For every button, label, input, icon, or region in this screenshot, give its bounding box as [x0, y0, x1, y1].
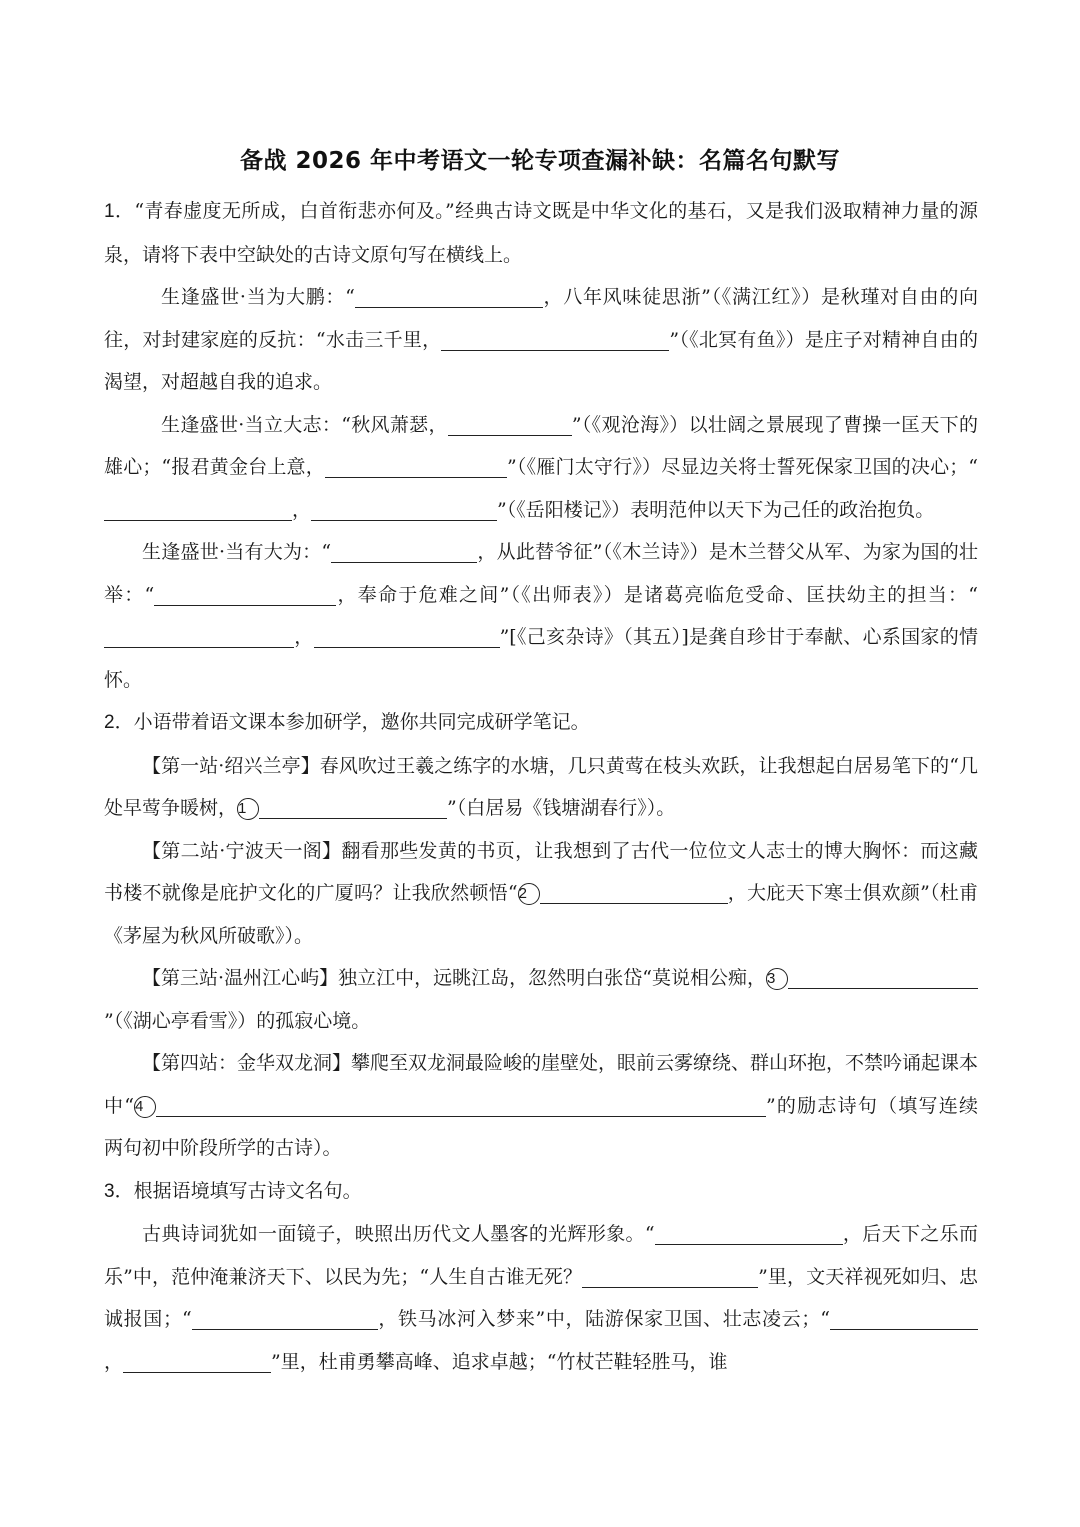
answer-blank[interactable] — [104, 623, 294, 648]
answer-blank[interactable] — [156, 1092, 766, 1117]
circled-number-1: 1 — [237, 798, 259, 820]
answer-blank[interactable] — [441, 326, 669, 351]
answer-blank[interactable] — [448, 411, 572, 436]
answer-blank[interactable] — [540, 879, 728, 904]
question-2-station-4: 【第四站：金华双龙洞】攀爬至双龙洞最险峻的崖壁处，眼前云雾缭绕、群山环抱，不禁吟诵起课本中“4 ”的励志诗句（填写连续两句初中阶段所学的古诗）。 — [104, 1052, 979, 1159]
question-2-intro: 2．小语带着语文课本参加研学，邀你共同完成研学笔记。 — [104, 711, 590, 733]
circled-number-3: 3 — [766, 968, 788, 990]
circled-number-4: 4 — [134, 1096, 156, 1118]
question-3-paragraph: 古典诗词犹如一面镜子，映照出历代文人墨客的光辉形象。“ ，后天下之乐而乐”中，范仲淹兼济天下、以民为先；“人生自古谁无死？ ”里，文天祥视死如归、忠诚报国；“ ，铁马冰河入梦来”中，陆游保家卫国、壮志凌云；“， ”里，杜甫勇攀高峰、追求卓越；“竹杖芒鞋轻胜马，谁 — [104, 1213, 978, 1383]
question-1-intro: 1．“青春虚度无所成，白首衔悲亦何及。”经典古诗文既是中华文化的基石，又是我们汲取精神力量的源泉，请将下表中空缺处的古诗文原句写在横线上。 — [104, 200, 978, 266]
answer-blank[interactable] — [331, 538, 477, 563]
question-1-paragraph-b: 生逢盛世·当立大志：“秋风萧瑟， ”（《观沧海》）以壮阔之景展现了曹操一匡天下的雄心；“报君黄金台上意， ”（《雁门太守行》）尽显边关将士誓死保家卫国的决心；“， ”（《岳阳楼记》）表明范仲以天下为己任的政治抱负。 — [104, 404, 978, 532]
answer-blank[interactable] — [314, 623, 500, 648]
answer-blank[interactable] — [311, 496, 497, 521]
question-2-station-1: 【第一站·绍兴兰亭】春风吹过王羲之练字的水塘，几只黄莺在枝头欢跃，让我想起白居易笔下的“几处早莺争暖树，1 ”（白居易《钱塘湖春行》）。 — [104, 754, 978, 819]
question-2-station-2: 【第二站·宁波天一阁】翻看那些发黄的书页，让我想到了古代一位位文人志士的博大胸怀：而这藏书楼不就像是庇护文化的广厦吗？让我欣然顿悟“2 ，大庇天下寒士俱欢颜”（杜甫《茅屋为秋风所破歌》）。 — [104, 839, 979, 947]
answer-blank[interactable] — [123, 1348, 271, 1373]
answer-blank[interactable] — [104, 496, 292, 521]
answer-blank[interactable] — [154, 581, 336, 606]
page-title: 备战 2026 年中考语文一轮专项查漏补缺：名篇名句默写 — [239, 148, 841, 174]
answer-blank[interactable] — [355, 283, 543, 308]
document-body — [104, 190, 978, 1383]
answer-blank[interactable] — [830, 1305, 978, 1330]
question-3-intro: 3．根据语境填写古诗文名句。 — [104, 1179, 362, 1202]
answer-blank[interactable] — [788, 964, 978, 989]
answer-blank[interactable] — [582, 1263, 758, 1288]
question-1-paragraph-c: 生逢盛世·当有大为：“ ，从此替爷征”（《木兰诗》）是木兰替父从军、为家为国的壮举：“ ，奉命于危难之间”（《出师表》）是诸葛亮临危受命、匡扶幼主的担当：“， ”[《己亥杂诗》（其五）]是龚自珍甘于奉献、心系国家的情怀。 — [104, 531, 978, 701]
question-1-paragraph-a: 生逢盛世·当为大鹏：“ ，八年风味徒思浙”（《满江红》）是秋瑾对自由的向往，对封建家庭的反抗：“水击三千里， ”（《北冥有鱼》）是庄子对精神自由的渴望，对超越自我的追求。 — [104, 276, 978, 404]
answer-blank[interactable] — [259, 794, 447, 819]
question-number: 2． — [104, 712, 134, 733]
circled-number-2: 2 — [518, 883, 540, 905]
question-number: 3． — [104, 1180, 134, 1202]
question-2-station-3: 【第三站·温州江心屿】独立江中，远眺江岛，忽然明白张岱“莫说相公痴，3”（《湖心亭看雪》）的孤寂心境。 — [104, 957, 978, 1042]
question-number: 1． — [104, 201, 135, 222]
answer-blank[interactable] — [192, 1305, 378, 1330]
answer-blank[interactable] — [325, 453, 507, 478]
answer-blank[interactable] — [655, 1220, 843, 1245]
